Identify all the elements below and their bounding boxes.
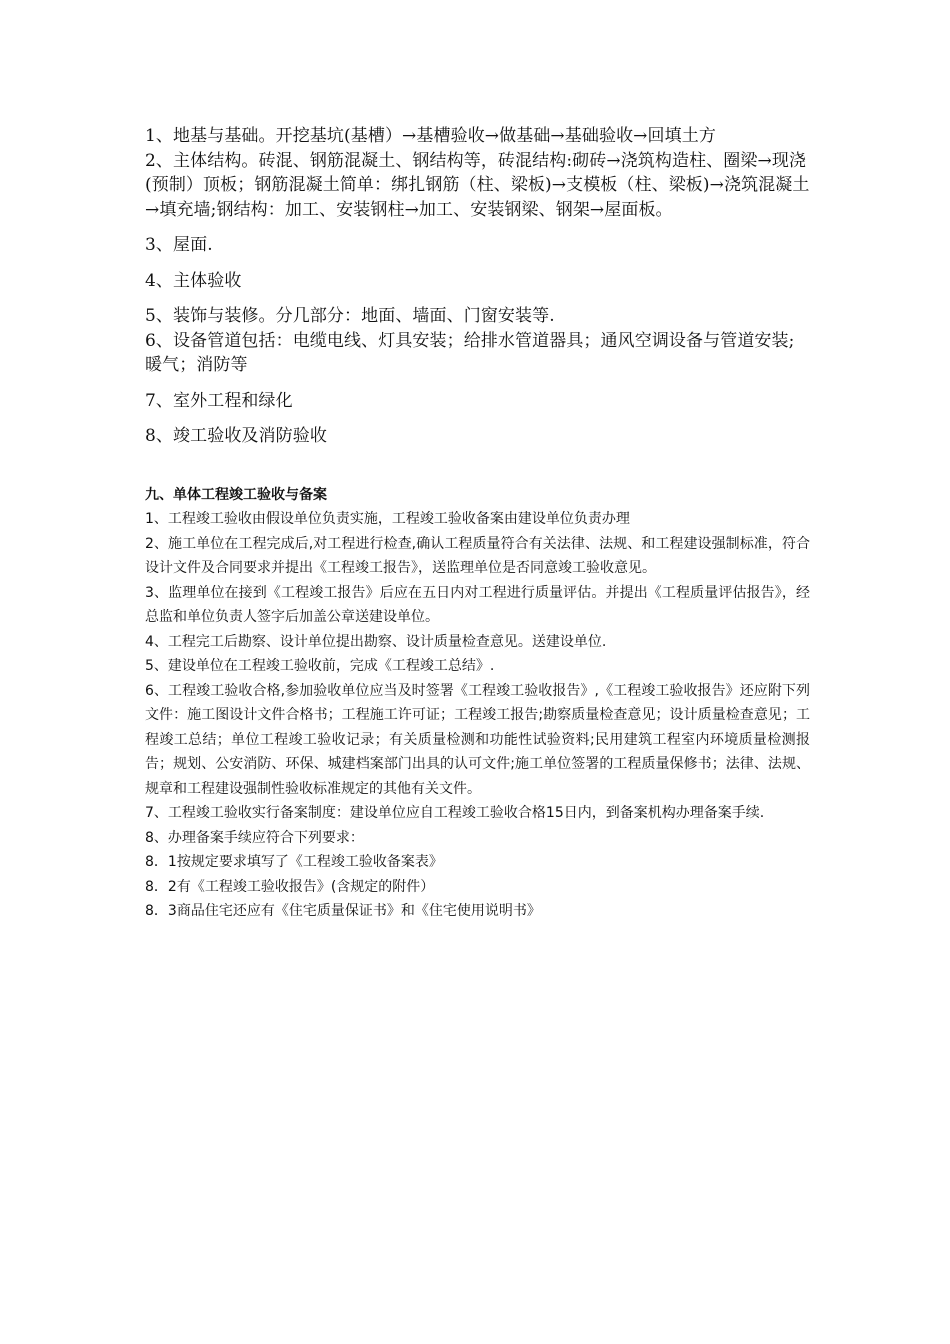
step-completion-acceptance: 8、竣工验收及消防验收 bbox=[145, 426, 327, 446]
acceptance-item: 6、工程竣工验收合格,参加验收单位应当及时签署《工程竣工验收报告》,《工程竣工验收报告》还应附下列文件：施工图设计文件合格书；工程施工许可证；工程竣工报告;勘察质量检查意见；设计质量检查意见；工程竣工总结；单位工程竣工验收记录；有关质量检测和功能性试验资料;民用建筑工程室内环境质量检测报告；规划、公安消防、环保、城建档案部门出具的认可文件;施工单位签署的工程质量保修书；法律、法规、规章和工程建设强制性验收标准规定的其他有关文件。 bbox=[145, 682, 810, 797]
step-foundation: 1、地基与基础。开挖基坑(基槽）→基槽验收→做基础→基础验收→回填土方 bbox=[145, 126, 716, 146]
step-outdoor-greening: 7、室外工程和绿化 bbox=[145, 390, 293, 411]
step-roof: 3、屋面. bbox=[145, 235, 213, 255]
document-page bbox=[145, 124, 810, 924]
acceptance-item: 2、施工单位在工程完成后,对工程进行检查,确认工程质量符合有关法律、法规、和工程建设强制标准，符合设计文件及合同要求并提出《工程竣工报告》，送监理单位是否同意竣工验收意见。 bbox=[145, 535, 810, 576]
step-decoration: 5、装饰与装修。分几部分：地面、墙面、门窗安装等. bbox=[145, 306, 555, 326]
step-main-structure: 2、主体结构。砖混、钢筋混凝土、钢结构等，砖混结构:砌砖→浇筑构造柱、圈梁→现浇(预制）顶板；钢筋混凝土简单：绑扎钢筋（柱、梁板)→支模板（柱、梁板)→浇筑混凝土→填充墙;钢结构：加工、安装钢柱→加工、安装钢梁、钢架→屋面板。 bbox=[145, 150, 810, 220]
acceptance-item: 5、建设单位在工程竣工验收前，完成《工程竣工总结》. bbox=[145, 658, 495, 674]
step-structure-acceptance: 4、主体验收 bbox=[145, 270, 242, 291]
completion-acceptance-section bbox=[145, 483, 810, 924]
acceptance-subitem: 8．3商品住宅还应有《住宅质量保证书》和《住宅使用说明书》 bbox=[145, 903, 541, 919]
acceptance-item: 3、监理单位在接到《工程竣工报告》后应在五日内对工程进行质量评估。并提出《工程质量评估报告》，经总监和单位负责人签字后加盖公章送建设单位。 bbox=[145, 584, 810, 625]
acceptance-subitem: 8．2有《工程竣工验收报告》(含规定的附件） bbox=[145, 878, 435, 895]
acceptance-subitem: 8．1按规定要求填写了《工程竣工验收备案表》 bbox=[145, 854, 443, 870]
acceptance-item: 4、工程完工后勘察、设计单位提出勘察、设计质量检查意见。送建设单位. bbox=[145, 633, 607, 650]
step-equipment-piping: 6、设备管道包括：电缆电线、灯具安装；给排水管道器具；通风空调设备与管道安装;暖气；消防等 bbox=[145, 330, 795, 375]
acceptance-item: 8、办理备案手续应符合下列要求： bbox=[145, 829, 364, 846]
section-heading: 九、单体工程竣工验收与备案 bbox=[145, 486, 327, 503]
acceptance-item: 7、工程竣工验收实行备案制度：建设单位应自工程竣工验收合格15日内，到备案机构办理备案手续. bbox=[145, 805, 765, 821]
acceptance-item: 1、工程竣工验收由假设单位负责实施，工程竣工验收备案由建设单位负责办理 bbox=[145, 511, 630, 527]
construction-steps-section bbox=[145, 124, 810, 449]
